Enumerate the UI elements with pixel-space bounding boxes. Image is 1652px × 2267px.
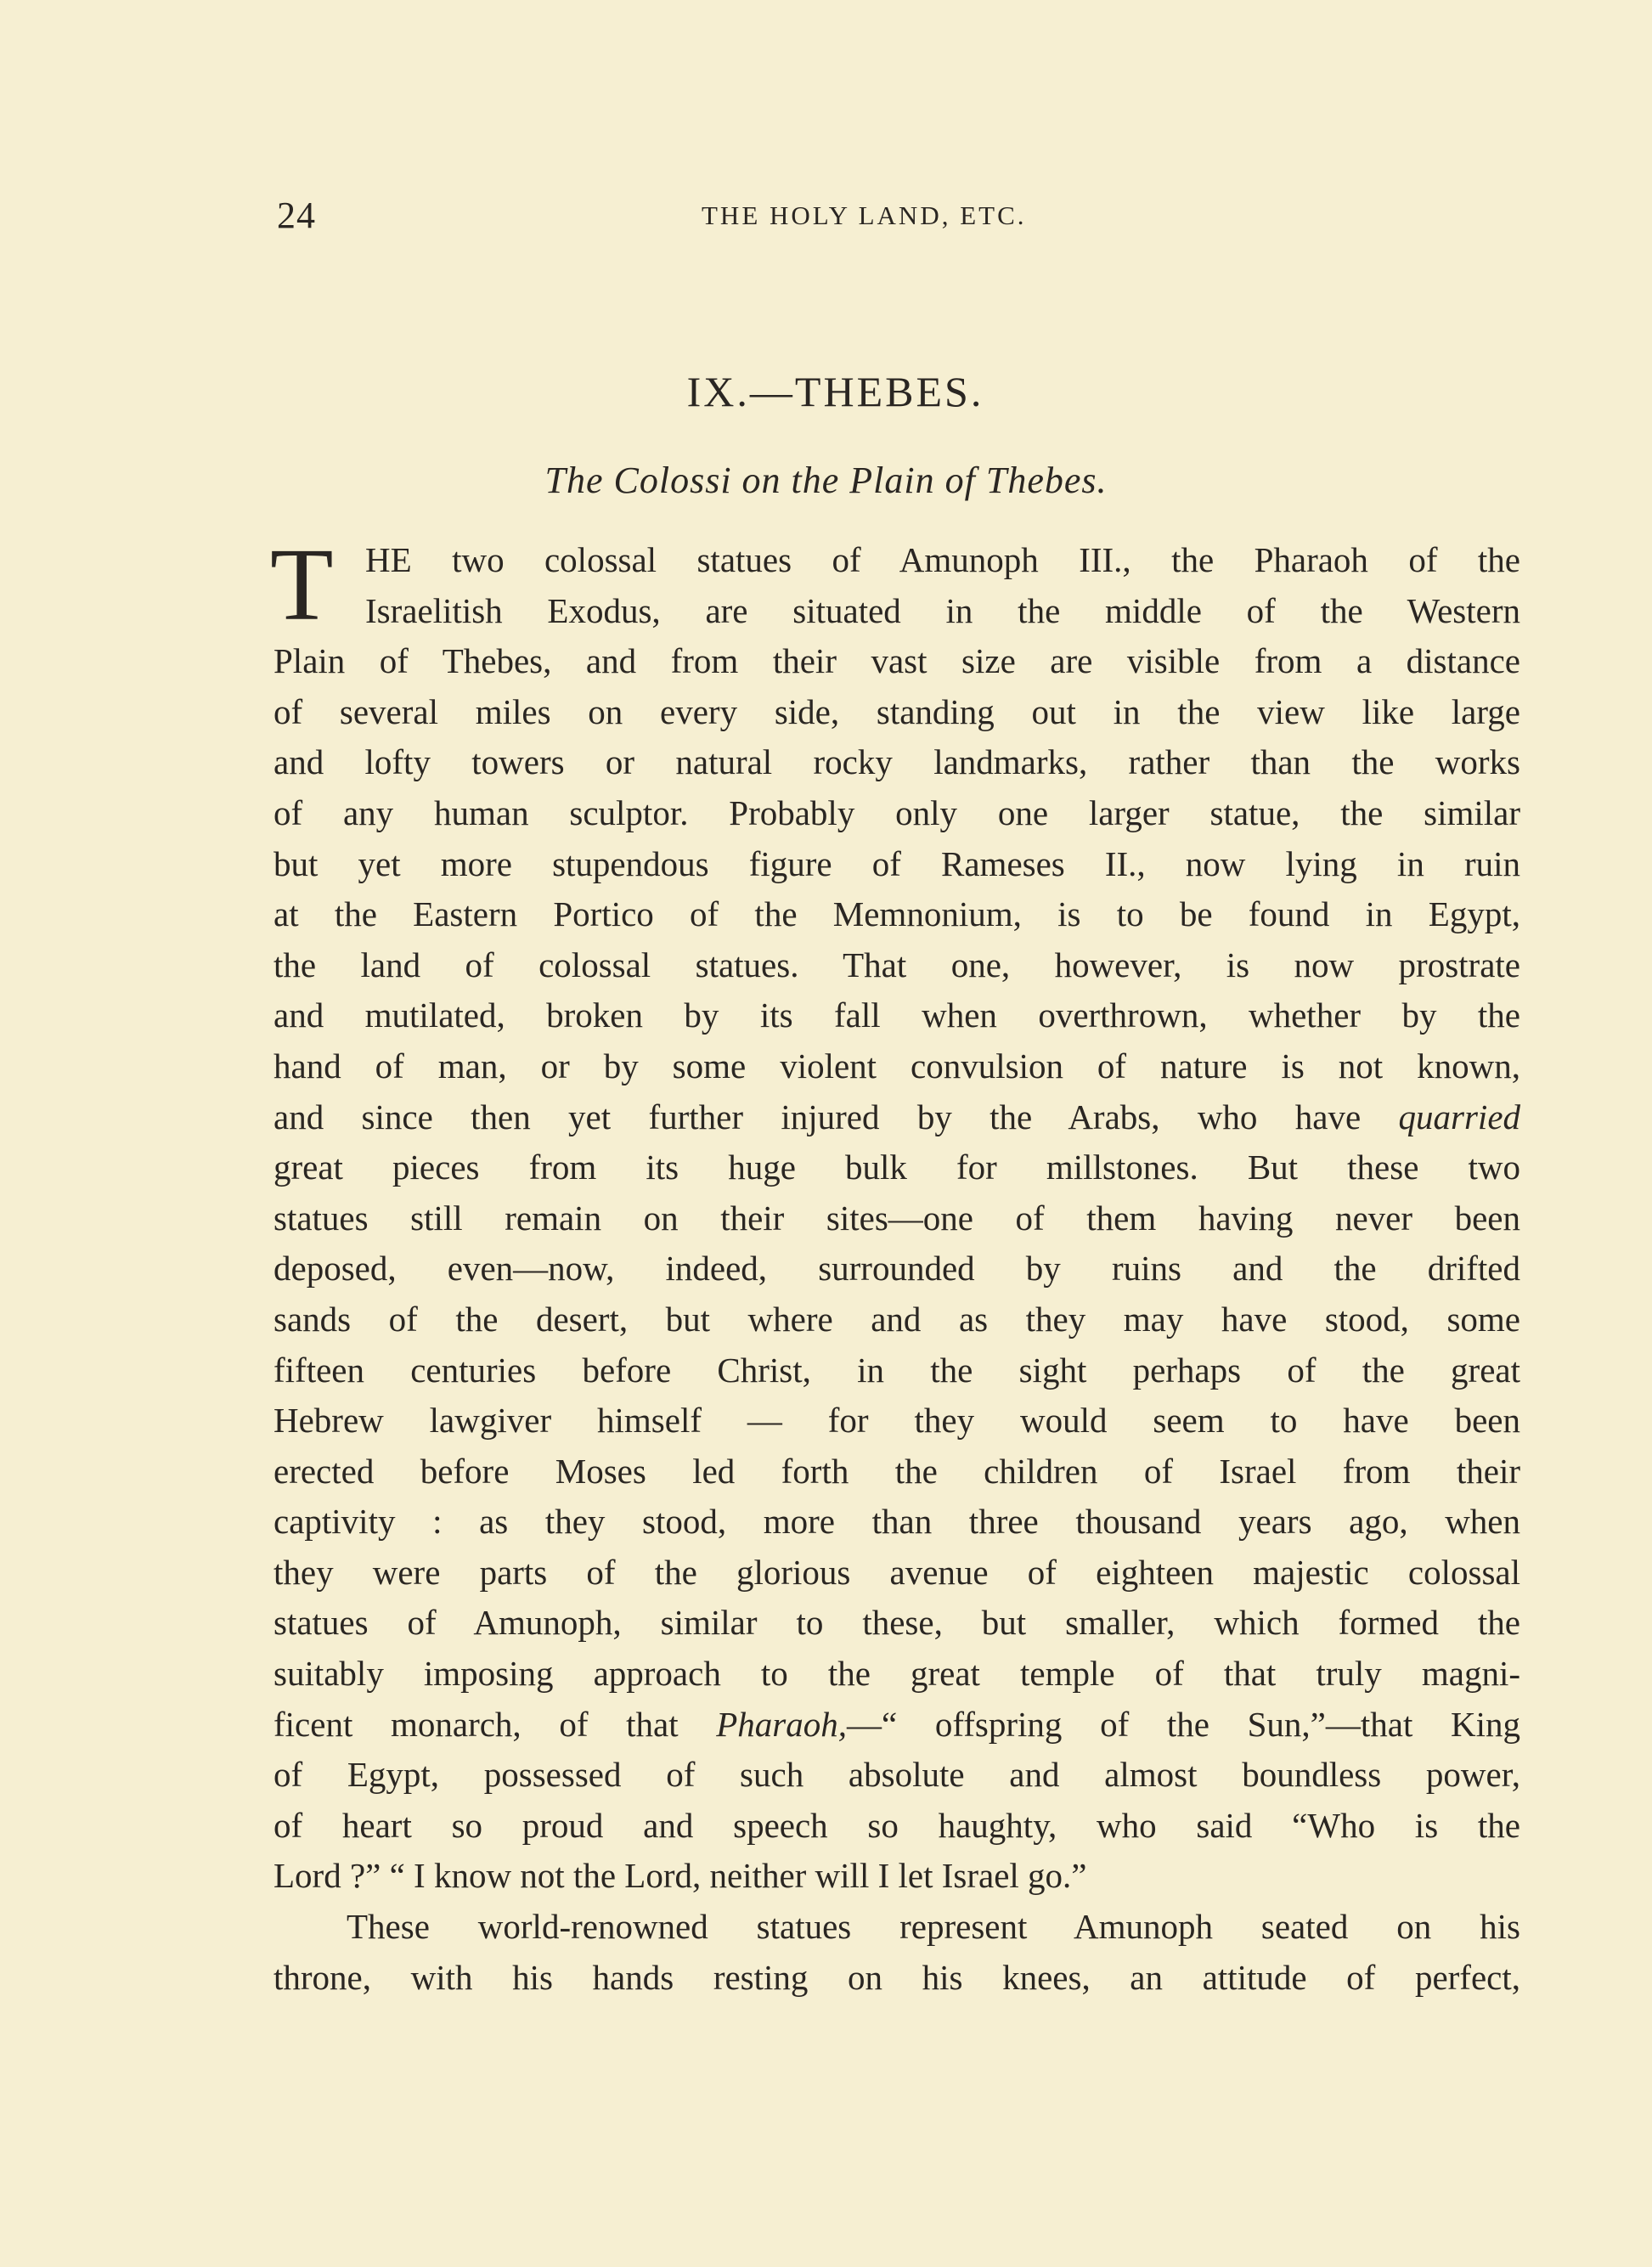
text-line: of any human sculptor. Probably only one larger statue, the similar [273,792,1520,832]
chapter-heading [0,367,1652,416]
text-line: they were parts of the glorious avenue of eighteen majestic colossal [273,1552,1520,1592]
text-segment: and since then yet further injured by the Arabs, who have [273,1097,1362,1136]
chapter-number: IX. [686,368,750,415]
text-line: of heart so proud and speech so haughty, who said “Who is the [273,1805,1520,1845]
text-line: fifteen centuries before Christ, in the sight perhaps of the great [273,1350,1520,1390]
section-subtitle: The Colossi on the Plain of Thebes. [544,460,1108,501]
text-line: at the Eastern Portico of the Memnonium, is to be found in Egypt, [273,894,1520,934]
text-line: the land of colossal statues. That one, however, is now prostrate [273,945,1520,984]
text-line: of Egypt, possessed of such absolute and almost boundless power, [273,1755,1520,1795]
running-head [0,194,1652,245]
text-line: Hebrew lawgiver himself — for they would seem to have been [273,1401,1520,1441]
chapter-title: THEBES. [794,368,984,415]
text-line: of several miles on every side, standing out in the view like large [273,691,1520,731]
text-line: erected before Moses led forth the children of Israel from their [273,1451,1520,1491]
text-line: but yet more stupendous figure of Rameses II., now lying in ruin [273,843,1520,883]
text-line: throne, with his hands resting on his knees, an attitude of perfect, [273,1957,1520,1997]
text-line: These world-renowned statues represent Amunoph seated on his [347,1907,1520,1947]
text-segment: —“ offspring of the Sun,”—that King [847,1704,1520,1744]
body-text [270,527,1521,2003]
text-line: deposed, even—now, indeed, surrounded by ruins and the drifted [273,1249,1520,1289]
text-line: Israelitish Exodus, are situated in the middle of the Western [365,590,1520,630]
text-line: great pieces from its huge bulk for millstones. But these two [273,1148,1520,1187]
text-line: sands of the desert, but where and as they may have stood, some [273,1299,1520,1339]
drop-cap: T [270,527,334,642]
text-line: captivity : as they stood, more than three thousand years ago, when [273,1502,1520,1542]
italic-word: quarried [1398,1097,1521,1136]
page-number: 24 [277,195,316,236]
text-line: statues still remain on their sites—one of them having never been [273,1198,1520,1238]
chapter-dash: — [749,368,795,415]
italic-word: Pharaoh, [716,1704,848,1744]
text-line: and lofty towers or natural rocky landmarks, rather than the works [273,742,1520,782]
text-line: suitably imposing approach to the great temple of that truly magni- [273,1654,1520,1694]
text-line: statues of Amunoph, similar to these, but smaller, which formed the [273,1603,1520,1643]
text-segment: ficent monarch, of that [273,1704,679,1744]
text-line: Lord ?” “ I know not the Lord, neither will I let Israel go.” [273,1856,1087,1896]
text-line-with-italic [273,1700,1520,1751]
text-line: Plain of Thebes, and from their vast size are visible from a distance [273,641,1520,681]
text-line: HE two colossal statues of Amunoph III., the Pharaoh of the [365,540,1520,579]
text-line: and mutilated, broken by its fall when overthrown, whether by the [273,995,1520,1035]
text-line: hand of man, or by some violent convulsion of nature is not known, [273,1046,1520,1086]
text-line-with-italic [273,1092,1520,1143]
running-title: THE HOLY LAND, ETC. [702,200,1027,230]
